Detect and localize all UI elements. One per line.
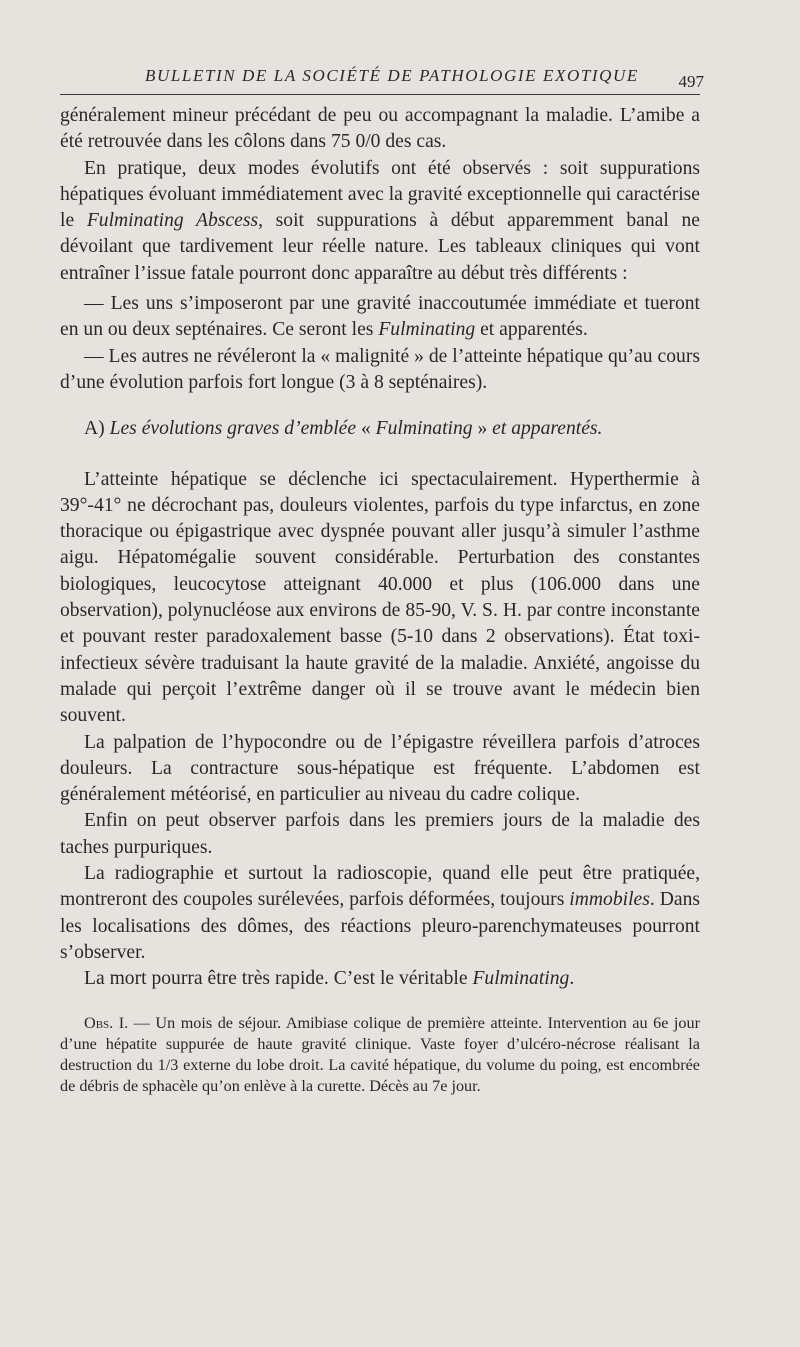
paragraph-9-text-b: . (569, 968, 575, 990)
paragraph-4-text: — Les autres ne révéleront la « malignité » de l’atteinte hépatique qu’au cours d’une évolution parfois fort longue (3 à 8 septénaires). (60, 345, 700, 393)
paragraph-9-text-a: La mort pourra être très rapide. C’est le véritable (84, 968, 473, 990)
paragraph-2 (60, 156, 700, 287)
paragraph-8-text-b: . Dans les localisations des dômes, des réactions pleuro-parenchymateuses pourront s’observer. (60, 889, 700, 963)
paragraph-5 (60, 467, 700, 730)
paragraph-5-text: L’atteinte hépatique se déclenche ici spectaculairement. Hyperthermie à 39°-41° ne décrochant pas, douleurs violentes, parfois du type infarctus, en zone thoracique ou épigastrique avec dyspnée pouvant aller jusqu’à simuler l’asthme aigu. Hépatomégalie souvent considérable. Perturbation des constantes biologiques, leucocytose atteignant 40.000 et plus (106.000 dans une observation), polynucléose aux environs de 85-90, V. S. H. par contre inconstante et pouvant rester paradoxalement basse (5-10 dans 2 observations). État toxi-infectieux sévère traduisant la haute gravité de la maladie. Anxiété, angoisse du malade qui perçoit l’extrême danger où il se trouve avant le médecin bien souvent. (60, 468, 700, 727)
heading-quote-open: « (356, 418, 376, 440)
paragraph-9 (60, 966, 700, 992)
observation-note (60, 1013, 700, 1098)
article-body (60, 103, 700, 1097)
paragraph-1-text: généralement mineur précédant de peu ou accompagnant la maladie. L’amibe a été retrouvée dans les côlons dans 75 0/0 des cas. (60, 105, 700, 153)
journal-title: BULLETIN DE LA SOCIÉTÉ DE PATHOLOGIE EXOTIQUE (145, 66, 639, 85)
paragraph-2-text-a: En pratique, deux modes évolutifs ont été observés : soit suppurations hépatiques évoluant immédiatement avec la gravité exceptionnelle qui caractérise le (60, 157, 700, 232)
paragraph-2-italic: Fulminating Abscess (86, 210, 259, 232)
paragraph-3-text-a: — Les uns s’imposeront par une gravité inaccoutumée immédiate et tueront en un ou deux septénaires. Ce seront les (60, 293, 700, 341)
paragraph-3-text-b: et apparentés. (475, 319, 588, 341)
paragraph-1 (60, 103, 700, 156)
observation-text: — Un mois de séjour. Amibiase colique de première atteinte. Intervention au 6e jour d’une hépatite suppurée de haute gravité clinique. Vaste foyer d’ulcéro-nécrose réalisant la destruction du 1/3 externe du lobe droit. La cavité hépatique, du volume du poing, est encombrée de débris de sphacèle qu’on enlève à la curette. Décès au 7e jour. (60, 1013, 700, 1096)
paragraph-8-italic: immobiles (569, 889, 650, 911)
heading-italic-1: Les évolutions graves d’emblée (109, 418, 357, 440)
running-header (60, 60, 704, 95)
heading-quote-close: » (472, 418, 493, 440)
heading-prefix: A) (84, 418, 110, 440)
paragraph-9-italic: Fulminating (472, 968, 570, 990)
page-number: 497 (678, 72, 704, 91)
paragraph-4 (60, 344, 700, 397)
paragraph-8 (60, 861, 700, 966)
paragraph-3-italic: Fulminating (378, 319, 476, 341)
observation-label: Obs. I. (84, 1013, 129, 1032)
paragraph-7 (60, 808, 700, 861)
heading-italic-3: et apparentés. (492, 418, 603, 440)
paragraph-8-text-a: La radiographie et surtout la radioscopie, quand elle peut être pratiquée, montreront des coupoles surélevées, parfois déformées, toujours (60, 863, 700, 911)
paragraph-2-text-b: , soit suppurations à début apparemment banal ne dévoilant que tardivement leur réelle nature. Les tableaux cliniques qui vont entraîner l’issue fatale pourront donc apparaître au début très différents : (60, 210, 700, 284)
paragraph-6 (60, 730, 700, 809)
paragraph-7-text: Enfin on peut observer parfois dans les premiers jours de la maladie des taches purpuriques. (60, 810, 700, 858)
heading-italic-2: Fulminating (375, 418, 473, 440)
section-heading (60, 416, 700, 442)
paragraph-3 (60, 291, 700, 344)
paragraph-6-text: La palpation de l’hypocondre ou de l’épigastre réveillera parfois d’atroces douleurs. La contracture sous-hépatique est fréquente. L’abdomen est généralement météorisé, en particulier au niveau du cadre colique. (60, 731, 700, 806)
